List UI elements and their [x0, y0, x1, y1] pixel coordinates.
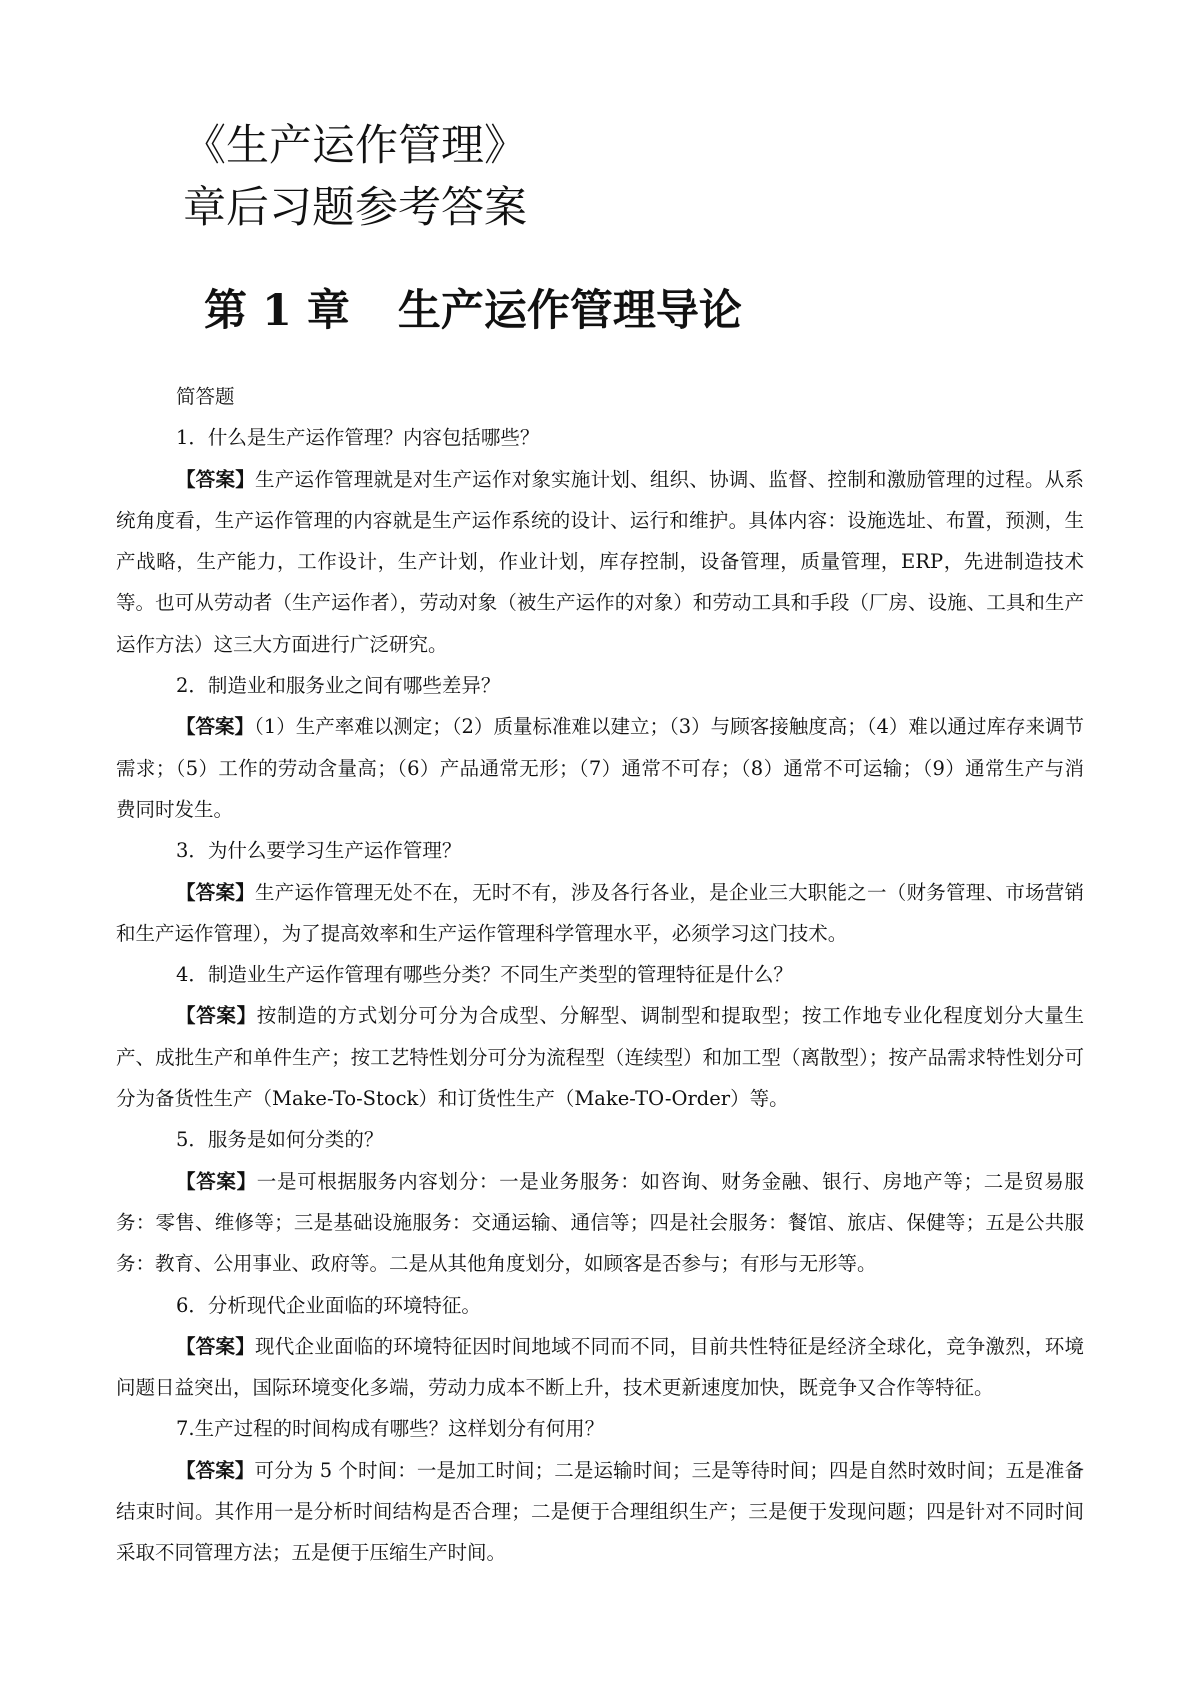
question: 4．制造业生产运作管理有哪些分类？不同生产类型的管理特征是什么？	[176, 963, 793, 987]
chapter-number: 第 1 章	[204, 286, 350, 336]
answer-tag: 【答案】	[176, 715, 255, 739]
question: 3．为什么要学习生产运作管理？	[176, 839, 462, 863]
answer-text: 生产运作管理就是对生产运作对象实施计划、组织、协调、监督、控制和激励管理的过程。从系统角度看，生产运作管理的内容就是生产运作系统的设计、运行和维护。具体内容：设施选址、布置，预测，生产战略，生产能力，工作设计，生产计划，作业计划，库存控制，设备管理，质量管理，ERP，先进制造技术等。也可从劳动者（生产运作者），劳动对象（被生产运作的对象）和劳动工具和手段（厂房、设施、工具和生产运作方法）这三大方面进行广泛研究。	[116, 467, 1084, 656]
answer	[116, 1161, 1084, 1285]
answer-text: 按制造的方式划分可分为合成型、分解型、调制型和提取型；按工作地专业化程度划分大量生产、成批生产和单件生产；按工艺特性划分可分为流程型（连续型）和加工型（离散型）；按产品需求特性划分可分为备货性生产（Make-To-Stock）和订货性生产（Make-TO-Order）等。	[116, 1004, 1084, 1111]
book-subtitle: 章后习题参考答案	[183, 183, 527, 233]
question: 5．服务是如何分类的？	[176, 1128, 384, 1152]
chapter-name: 生产运作管理导论	[397, 286, 742, 336]
question: 1．什么是生产运作管理？内容包括哪些？	[176, 426, 540, 450]
question: 2．制造业和服务业之间有哪些差异？	[176, 674, 501, 698]
answer	[116, 706, 1084, 830]
answer-tag: 【答案】	[176, 1458, 255, 1482]
answer-text: 现代企业面临的环境特征因时间地域不同而不同，目前共性特征是经济全球化，竞争激烈，环境问题日益突出，国际环境变化多端，劳动力成本不断上升，技术更新速度加快，既竞争又合作等特征。	[116, 1334, 1084, 1400]
answer-tag: 【答案】	[176, 467, 255, 491]
answer-text: （1）生产率难以测定；（2）质量标准难以建立；（3）与顾客接触度高；（4）难以通过库存来调节需求；（5）工作的劳动含量高；（6）产品通常无形；（7）通常不可存；（8）通常不可运输；（9）通常生产与消费同时发生。	[116, 715, 1084, 821]
question: 6．分析现代企业面临的环境特征。	[176, 1293, 481, 1317]
answer	[116, 1326, 1084, 1409]
answer-text: 可分为 5 个时间：一是加工时间；二是运输时间；三是等待时间；四是自然时效时间；五是准备结束时间。其作用一是分析时间结构是否合理；二是便于合理组织生产；三是便于发现问题；四是针对不同时间采取不同管理方法；五是便于压缩生产时间。	[116, 1458, 1084, 1565]
chapter-heading	[204, 283, 742, 339]
answer	[116, 459, 1084, 665]
answer-tag: 【答案】	[176, 880, 255, 904]
book-title: 《生产运作管理》	[183, 121, 527, 171]
answer	[116, 995, 1084, 1119]
answer-tag: 【答案】	[176, 1004, 257, 1028]
answer-text: 一是可根据服务内容划分：一是业务服务：如咨询、财务金融、银行、房地产等；二是贸易服务：零售、维修等；三是基础设施服务：交通运输、通信等；四是社会服务：餐馆、旅店、保健等；五是公共服务：教育、公用事业、政府等。二是从其他角度划分，如顾客是否参与；有形与无形等。	[116, 1169, 1084, 1276]
answer-text: 生产运作管理无处不在，无时不有，涉及各行各业，是企业三大职能之一（财务管理、市场营销和生产运作管理），为了提高效率和生产运作管理科学管理水平，必须学习这门技术。	[116, 880, 1084, 945]
answer-tag: 【答案】	[176, 1334, 255, 1358]
question: 7.生产过程的时间构成有哪些？这样划分有何用？	[176, 1417, 605, 1441]
document-body	[116, 376, 1084, 1574]
answer-tag: 【答案】	[176, 1169, 257, 1193]
answer	[116, 1450, 1084, 1574]
section-heading: 简答题	[176, 385, 235, 408]
answer	[116, 872, 1084, 955]
